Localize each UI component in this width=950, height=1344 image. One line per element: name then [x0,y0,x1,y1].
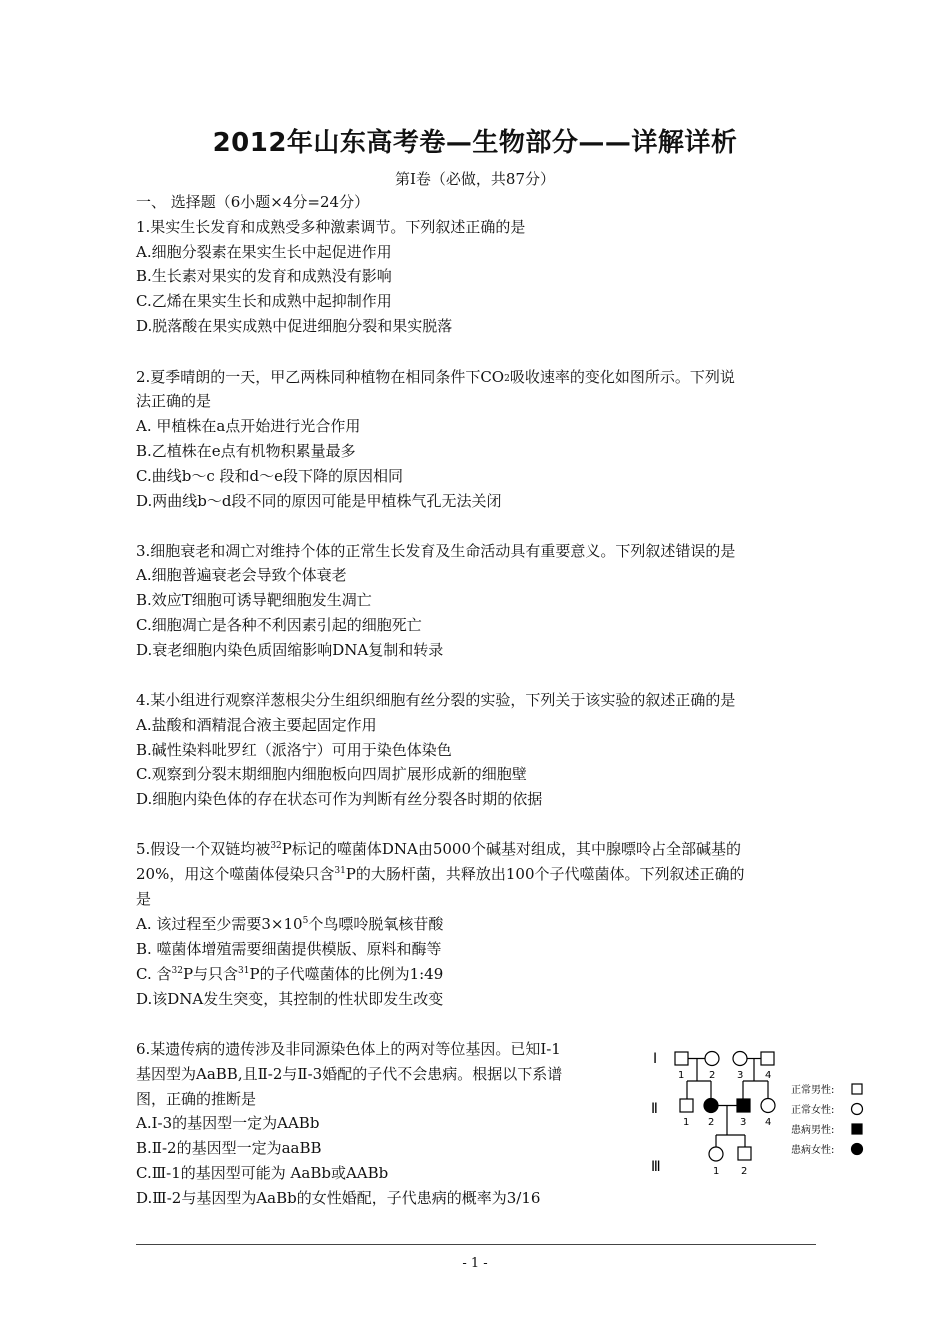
question-5-stem-line2 [136,864,745,884]
page-number: - 1 - [462,1256,488,1271]
q5-option-c-part2: P与只含 [182,965,239,983]
gen2-number-4: 4 [765,1117,772,1128]
question-2-option-a: A. 甲植株在a点开始进行光合作用 [136,417,361,435]
question-3-option-a: A.细胞普遍衰老会导致个体衰老 [136,566,347,584]
q5-option-c-part1: C. 含 [136,965,172,983]
question-5-option-b: B. 噬菌体增殖需要细菌提供模版、原料和酶等 [136,940,442,958]
question-4-stem: 4.某小组进行观察洋葱根尖分生组织细胞有丝分裂的实验，下列关于该实验的叙述正确的是 [136,691,736,709]
question-6-option-a: A.Ⅰ-3的基因型一定为AABb [136,1114,320,1132]
gen2-3-affected-male [737,1099,750,1112]
gen1-number-1: 1 [678,1070,685,1081]
footer-rule [136,1244,816,1245]
question-6-stem-line1: 6.某遗传病的遗传涉及非同源染色体上的两对等位基因。已知Ⅰ-1 [136,1040,561,1058]
legend-normal-male: 正常男性: [791,1085,835,1096]
gen1-number-3: 3 [737,1070,744,1081]
exponent-superscript: 5 [302,916,309,926]
question-6-option-b: B.Ⅱ-2的基因型一定为aaBB [136,1139,322,1157]
question-5-line2-part2: P的大肠杆菌，共释放出100个子代噬菌体。下列叙述正确的 [345,865,745,883]
gen1-number-2: 2 [709,1070,716,1081]
question-4-option-c: C.观察到分裂末期细胞内细胞板向四周扩展形成新的细胞壁 [136,765,527,783]
gen1-3-normal-female [733,1052,747,1066]
gen3-1-normal-female [709,1147,723,1161]
legend-affected-female-symbol [852,1144,863,1155]
isotope-32-superscript: 32 [270,841,282,851]
gen2-1-normal-male [680,1099,693,1112]
question-5-stem-part1: 5.假设一个双链均被 [136,840,271,858]
q5-option-c-part3: P的子代噬菌体的比例为1:49 [249,965,444,983]
generation-label-2: Ⅱ [651,1101,658,1117]
question-5-option-d: D.该DNA发生突变，其控制的性状即发生改变 [136,990,444,1008]
isotope-31-superscript: 31 [334,866,346,876]
page-title: 2012年山东高考卷—生物部分——详解详析 [212,128,738,158]
question-6-stem-line2: 基因型为AaBB,且Ⅱ-2与Ⅱ-3婚配的子代不会患病。根据以下系谱 [136,1065,563,1083]
question-6-stem-line3: 图，正确的推断是 [136,1090,257,1108]
gen2-4-normal-female [761,1099,775,1113]
question-5-line2-part1: 20%，用这个噬菌体侵染只含 [136,865,335,883]
section-heading: 一、 选择题（6小题×4分=24分） [136,193,370,211]
pedigree-diagram [645,1043,875,1188]
question-2-stem-part1: 2.夏季晴朗的一天，甲乙两株同种植物在相同条件下CO [136,368,505,386]
gen2-number-1: 1 [683,1117,690,1128]
question-3-option-d: D.衰老细胞内染色质固缩影响DNA复制和转录 [136,641,444,659]
legend-normal-female: 正常女性: [791,1105,835,1116]
q5-option-a-part1: A. 该过程至少需要3×10 [136,915,303,933]
gen2-2-affected-female [704,1099,718,1113]
question-5-option-c [136,964,443,984]
question-3-option-b: B.效应T细胞可诱导靶细胞发生凋亡 [136,591,372,609]
q5-option-a-part2: 个鸟嘌呤脱氧核苷酸 [308,915,444,933]
question-4-option-b: B.碱性染料吡罗红（派洛宁）可用于染色体染色 [136,741,452,759]
question-1-stem: 1.果实生长发育和成熟受多种激素调节。下列叙述正确的是 [136,218,526,236]
gen1-number-4: 4 [765,1070,772,1081]
legend-normal-male-symbol [852,1084,862,1094]
question-1-option-d: D.脱落酸在果实成熟中促进细胞分裂和果实脱落 [136,317,453,335]
gen1-4-normal-male [761,1052,774,1065]
isotope-31-superscript: 31 [238,966,250,976]
question-3-stem: 3.细胞衰老和凋亡对维持个体的正常生长发育及生命活动具有重要意义。下列叙述错误的是 [136,542,736,560]
generation-label-1: Ⅰ [653,1051,658,1067]
question-5-stem [136,839,741,859]
question-3-option-c: C.细胞凋亡是各种不利因素引起的细胞死亡 [136,616,422,634]
question-1-option-c: C.乙烯在果实生长和成熟中起抑制作用 [136,292,392,310]
legend-affected-female: 患病女性: [791,1145,835,1156]
question-4-option-d: D.细胞内染色体的存在状态可作为判断有丝分裂各时期的依据 [136,790,543,808]
question-2-option-d: D.两曲线b～d段不同的原因可能是甲植株气孔无法关闭 [136,492,502,510]
question-5-option-a [136,914,443,934]
legend-affected-male: 患病男性: [791,1125,835,1136]
legend-normal-female-symbol [852,1104,863,1115]
question-2-stem-line2: 法正确的是 [136,392,212,410]
generation-label-3: Ⅲ [651,1159,661,1175]
page-subtitle: 第Ⅰ卷（必做，共87分） [394,170,555,188]
isotope-32-superscript: 32 [171,966,183,976]
co2-subscript: 2 [504,374,510,384]
gen3-number-2: 2 [741,1166,748,1177]
question-1-option-a: A.细胞分裂素在果实生长中起促进作用 [136,243,392,261]
question-2-option-b: B.乙植株在e点有机物积累量最多 [136,442,356,460]
gen3-number-1: 1 [713,1166,720,1177]
question-2-option-c: C.曲线b～c 段和d～e段下降的原因相同 [136,467,403,485]
question-1-option-b: B.生长素对果实的发育和成熟没有影响 [136,267,392,285]
question-6-option-c: C.Ⅲ-1的基因型可能为 AaBb或AABb [136,1164,389,1182]
question-2-stem [136,367,735,387]
question-2-stem-part2: 吸收速率的变化如图所示。下列说 [509,368,735,386]
question-6-option-d: D.Ⅲ-2与基因型为AaBb的女性婚配，子代患病的概率为3/16 [136,1189,541,1207]
question-5-stem-part2: P标记的噬菌体DNA由5000个碱基对组成，其中腺嘌呤占全部碱基的 [281,840,742,858]
question-5-stem-line3: 是 [136,890,152,908]
gen2-number-2: 2 [708,1117,715,1128]
gen3-2-normal-male [738,1147,751,1160]
gen1-2-normal-female [705,1052,719,1066]
gen1-1-normal-male [675,1052,688,1065]
legend-affected-male-symbol [852,1124,862,1134]
gen2-number-3: 3 [740,1117,747,1128]
question-4-option-a: A.盐酸和酒精混合液主要起固定作用 [136,716,377,734]
